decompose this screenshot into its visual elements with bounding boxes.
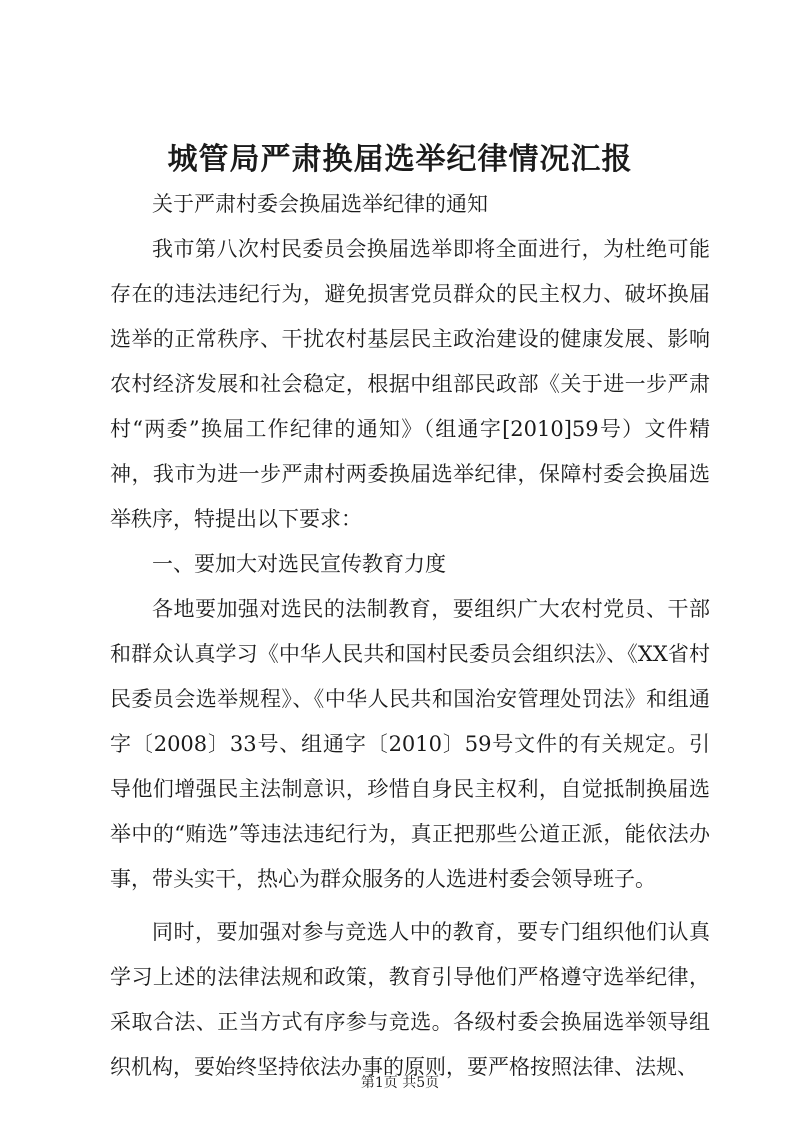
document-body [110, 182, 710, 1090]
body-paragraph: 我市第八次村民委员会换届选举即将全面进行，为杜绝可能存在的违法违纪行为，避免损害党员群众的民主权力、破坏换届选举的正常秩序、干扰农村基层民主政治建设的健康发展、影响农村经济发展和社会稳定，根据中组部民政部《关于进一步严肃村“两委”换届工作纪律的通知》（组通字[2010]59号）文件精神，我市为进一步严肃村两委换届选举纪律，保障村委会换届选举秩序，特提出以下要求： [110, 237, 710, 531]
page-footer: 第1页 共5页 [360, 1075, 440, 1091]
document-title: 城管局严肃换届选举纪律情况汇报 [167, 142, 633, 177]
section-heading: 一、要加大对选民宣传教育力度 [152, 552, 446, 576]
body-paragraph: 各地要加强对选民的法制教育，要组织广大农村党员、干部和群众认真学习《中华人民共和国村民委员会组织法》、《XX省村民委员会选举规程》、《中华人民共和国治安管理处罚法》和组通字〔2008〕33号、组通字〔2010〕59号文件的有关规定。引导他们增强民主法制意识，珍惜自身民主权利，自觉抵制换届选举中的“贿选”等违法违纪行为，真正把那些公道正派，能依法办事，带头实干，热心为群众服务的人选进村委会领导班子。 [110, 597, 710, 891]
body-paragraph: 同时，要加强对参与竞选人中的教育，要专门组织他们认真学习上述的法律法规和政策，教育引导他们严格遵守选举纪律，采取合法、正当方式有序参与竞选。各级村委会换届选举领导组织机构，要始终坚持依法办事的原则，要严格按照法律、法规、 [110, 920, 710, 1079]
notice-heading: 关于严肃村委会换届选举纪律的通知 [152, 192, 488, 216]
